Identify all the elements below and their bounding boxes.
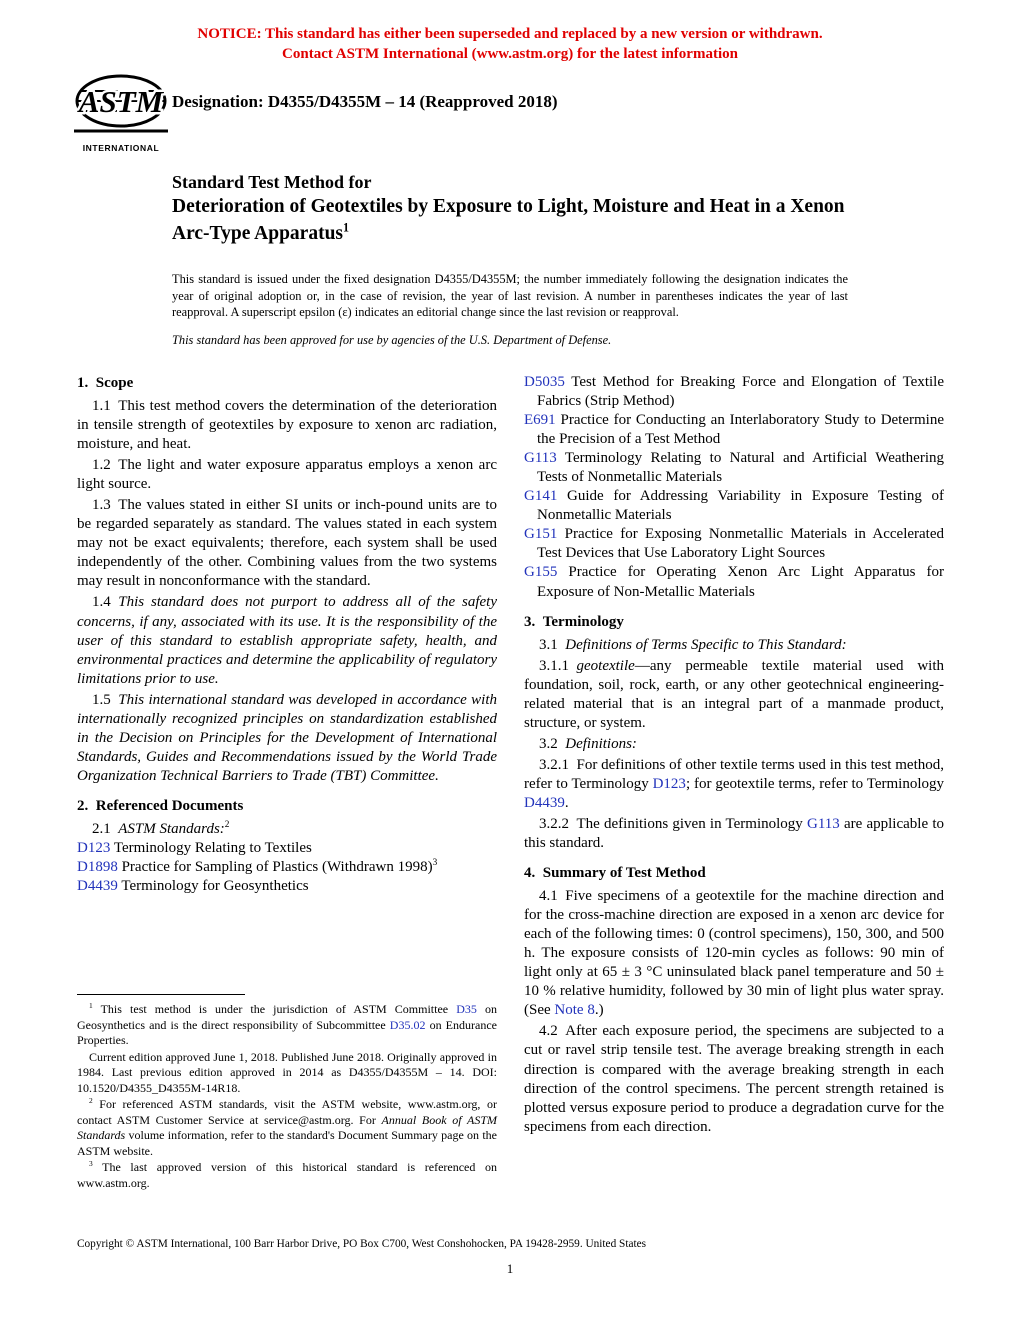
para-1-4 [77, 593, 497, 688]
ref-d123 [77, 839, 497, 858]
para-3-1-1 [524, 657, 944, 733]
footnotes-area [77, 994, 497, 1191]
footer-copyright: Copyright © ASTM International, 100 Barr Harbor Drive, PO Box C700, West Conshohocken, PA 19428-2959. United States [77, 1238, 647, 1250]
intro-issued-paragraph: This standard is issued under the fixed designation D4355/D4355M; the number immediately following the designation indicates the year of original adoption or, in the case of revision, the year of last revision. A number in parentheses indicates the year of last reapproval. A superscript epsilon (ε) indicates an editorial change since the last revision or reapproval. [172, 272, 848, 320]
text-run: 1.5 [92, 691, 119, 708]
para-4-1 [524, 887, 944, 1020]
page-number: 1 [506, 1261, 514, 1276]
title-footnote-ref: 1 [343, 220, 350, 235]
para-1-5 [77, 691, 497, 786]
column-right-content [524, 373, 944, 1137]
link-d123-terminology[interactable]: D123 [652, 775, 686, 792]
text-run: geotextile [576, 657, 635, 674]
footnote-2 [77, 1097, 497, 1159]
link-g113-terminology[interactable]: G113 [806, 815, 840, 832]
astm-logo [74, 74, 168, 153]
link-d4439[interactable]: D4439 [77, 878, 118, 895]
text-run: 3.2.2 The definitions given in Terminology [539, 815, 807, 832]
text-run: 2 [89, 1096, 93, 1106]
text-run: Terminology Relating to Natural and Artificial Weathering Tests of Nonmetallic Materials [537, 450, 944, 486]
ref-d1898 [77, 858, 497, 877]
column-right [524, 373, 944, 1191]
text-run: Test Method for Breaking Force and Elongation of Textile Fabrics (Strip Method) [537, 374, 944, 410]
para-3-2 [524, 735, 944, 754]
title-kicker: Standard Test Method for [172, 172, 372, 192]
text-run: This standard does not purport to address all of the safety concerns, if any, associated with its use. It is the responsibility of the user of this standard to establish appropriate safety, health, and environmental practices and determine the applicability of regulatory limitations prior to use. [77, 594, 497, 687]
text-run: For referenced ASTM standards, visit the ASTM website, www.astm.org, or contact ASTM Customer Service at service@astm.org. For [77, 1097, 497, 1127]
text-run: 1. Scope [77, 375, 134, 391]
footnote-1-edition [77, 1050, 497, 1096]
text-run: .) [594, 1002, 604, 1019]
text-run: volume information, refer to the standard's Document Summary page on the ASTM website. [77, 1128, 497, 1158]
link-note-8[interactable]: Note 8 [554, 1002, 595, 1019]
link-g113[interactable]: G113 [524, 450, 557, 467]
text-run: Terminology for Geosynthetics [117, 878, 309, 895]
link-d35[interactable]: D35 [456, 1002, 477, 1017]
title-main [172, 194, 864, 248]
intro-block [172, 271, 848, 348]
ref-g151 [524, 525, 944, 563]
text-run: 2. Referenced Documents [77, 797, 244, 814]
para-1-3 [77, 496, 497, 591]
footnote-rule [77, 994, 245, 995]
text-run: 2 [224, 819, 230, 830]
text-run: 1.1 This test method covers the determination of the deterioration in tensile strength of geotextiles by exposure to xenon arc radiation, moisture, and heat. [77, 398, 497, 453]
para-1-1 [77, 397, 497, 454]
text-run: on Geosynthetics and is the direct responsibility of Subcommittee [77, 1002, 497, 1032]
astm-logo-international: INTERNATIONAL [82, 143, 160, 153]
text-run: 4.1 Five specimens of a geotextile for the machine direction and for the cross-machine direction are exposed in a xenon arc device for each of the following times: 0 (control specimens), 150, 300, and 500 h. The exposure consists of 120-min cycles as follows: 90 min of light only at 65 ± 3 °C uninsulated black panel temperature and 50 ± 10 % relative humidity, followed by 30 min of light plus water spray. (See [524, 888, 944, 1019]
text-run: on Endurance Properties. [77, 1017, 497, 1048]
column-left-content [77, 373, 497, 896]
text-run: are applicable to this standard. [524, 815, 944, 852]
ref-g113 [524, 449, 944, 487]
text-run: This test method is under the jurisdiction of ASTM Committee [92, 1002, 457, 1017]
text-run: Guide for Addressing Variability in Exposure Testing of Nonmetallic Materials [537, 488, 944, 524]
text-run: Practice for Operating Xenon Arc Light Apparatus for Exposure of Non-Metallic Materials [537, 564, 944, 600]
text-run: 3 [432, 858, 438, 869]
text-run: 4.2 After each exposure period, the specimens are subjected to a cut or ravel strip tensile test. The average breaking strength in each direction is compared with the average breaking strength in each direction of the control specimens. The percent strength retained is plotted versus exposure period to produce a degradation curve for the specimens from each direction. [524, 1023, 944, 1135]
text-run: Practice for Conducting an Interlaboratory Study to Determine the Precision of a Test Method [537, 412, 944, 448]
document-title [172, 170, 864, 248]
section-2-heading [77, 798, 497, 815]
text-run: 2.1 [92, 820, 119, 837]
section-1-heading [77, 375, 497, 392]
text-run: 3.2 [539, 735, 566, 752]
ref-d4439 [77, 877, 497, 896]
link-d5035[interactable]: D5035 [524, 374, 565, 390]
text-run: 3.1 [539, 636, 566, 653]
notice-line-2: Contact ASTM International (www.astm.org) for the latest information [282, 46, 738, 63]
text-run: This international standard was developed in accordance with internationally recognized principles on standardization established in the Decision on Principles for the Development of International Standards, Guides and Recommendations issued by the World Trade Organization Technical Barriers to Trade (TBT) Committee. [77, 691, 497, 784]
text-run: Practice for Sampling of Plastics (Withdrawn 1998) [117, 859, 433, 876]
astm-logo-text: ASTM [78, 84, 164, 119]
text-run: . [564, 794, 569, 811]
ref-d5035 [524, 373, 944, 411]
text-run: 3 [89, 1159, 93, 1169]
footnotes-content [77, 1002, 497, 1191]
astm-globe-icon [74, 74, 168, 136]
ref-e691 [524, 411, 944, 449]
link-d123[interactable]: D123 [77, 839, 111, 856]
text-run: —any permeable textile material used with foundation, soil, rock, earth, or any other geotechnical engineering-related material that is an integral part of a manmade product, structure, or system. [524, 657, 944, 731]
designation: Designation: D4355/D4355M – 14 (Reapproved 2018) [172, 92, 558, 111]
para-2-1 [77, 820, 497, 839]
ref-g141 [524, 487, 944, 525]
intro-dod-line: This standard has been approved for use by agencies of the U.S. Department of Defense. [172, 332, 612, 347]
text-run: 1.3 The values stated in either SI units or inch-pound units are to be regarded separately as standard. The values stated in each system may not be exact equivalents; therefore, each system shall be used independently of the other. Combining values from the two systems may result in nonconformance with the standard. [77, 497, 497, 590]
link-d35-02[interactable]: D35.02 [389, 1017, 426, 1032]
link-d4439-terminology[interactable]: D4439 [524, 794, 565, 811]
para-3-2-1 [524, 756, 944, 813]
column-left [77, 373, 497, 1191]
text-run: Practice for Exposing Nonmetallic Materials in Accelerated Test Devices that Use Laboratory Light Sources [537, 526, 944, 562]
ref-g155 [524, 563, 944, 601]
para-1-2 [77, 456, 497, 494]
text-run: Terminology Relating to Textiles [110, 839, 312, 856]
section-3-heading [524, 614, 944, 631]
text-run: Definitions: [565, 735, 637, 752]
section-4-heading [524, 865, 944, 882]
text-run: Definitions of Terms Specific to This Standard: [565, 636, 847, 653]
text-run: ; for geotextile terms, refer to Terminology [685, 775, 945, 792]
text-run: Current edition approved June 1, 2018. Published June 2018. Originally approved in 1984. Last previous edition approved in 2014 as D4355/D4355M – 14. DOI: 10.1520/D4355_D4355M-14R18. [77, 1049, 497, 1095]
link-g155[interactable]: G155 [524, 564, 558, 581]
text-run: 1 [89, 1001, 93, 1011]
text-run: 4. Summary of Test Method [524, 865, 706, 882]
text-run: The last approved version of this historical standard is referenced on www.astm.org. [77, 1160, 497, 1190]
notice-line-1: NOTICE: This standard has either been superseded and replaced by a new version or withdrawn. [197, 26, 823, 42]
text-run: 1.2 The light and water exposure apparatus employs a xenon arc light source. [77, 457, 497, 493]
text-run: 3.1.1 [539, 657, 577, 674]
text-run: Annual Book of ASTM Standards [77, 1112, 498, 1143]
text-run: 3. Terminology [524, 613, 624, 630]
notice-banner [0, 24, 1020, 65]
text-run: 1.4 [92, 594, 119, 611]
para-4-2 [524, 1022, 944, 1136]
text-run: 3.2.1 For definitions of other textile terms used in this test method, refer to Terminology [524, 756, 944, 792]
link-d1898[interactable]: D1898 [77, 859, 118, 876]
link-g151[interactable]: G151 [524, 526, 558, 543]
footnote-1 [77, 1002, 497, 1048]
title-text: Deterioration of Geotextiles by Exposure to Light, Moisture and Heat in a Xenon Arc-Type Apparatus [172, 196, 845, 245]
link-g141[interactable]: G141 [524, 488, 558, 505]
para-3-2-2 [524, 815, 944, 853]
link-e691[interactable]: E691 [524, 412, 556, 429]
para-3-1 [524, 636, 944, 655]
document-body [77, 373, 944, 1191]
footnote-3 [77, 1160, 497, 1191]
text-run: ASTM Standards: [118, 820, 225, 837]
